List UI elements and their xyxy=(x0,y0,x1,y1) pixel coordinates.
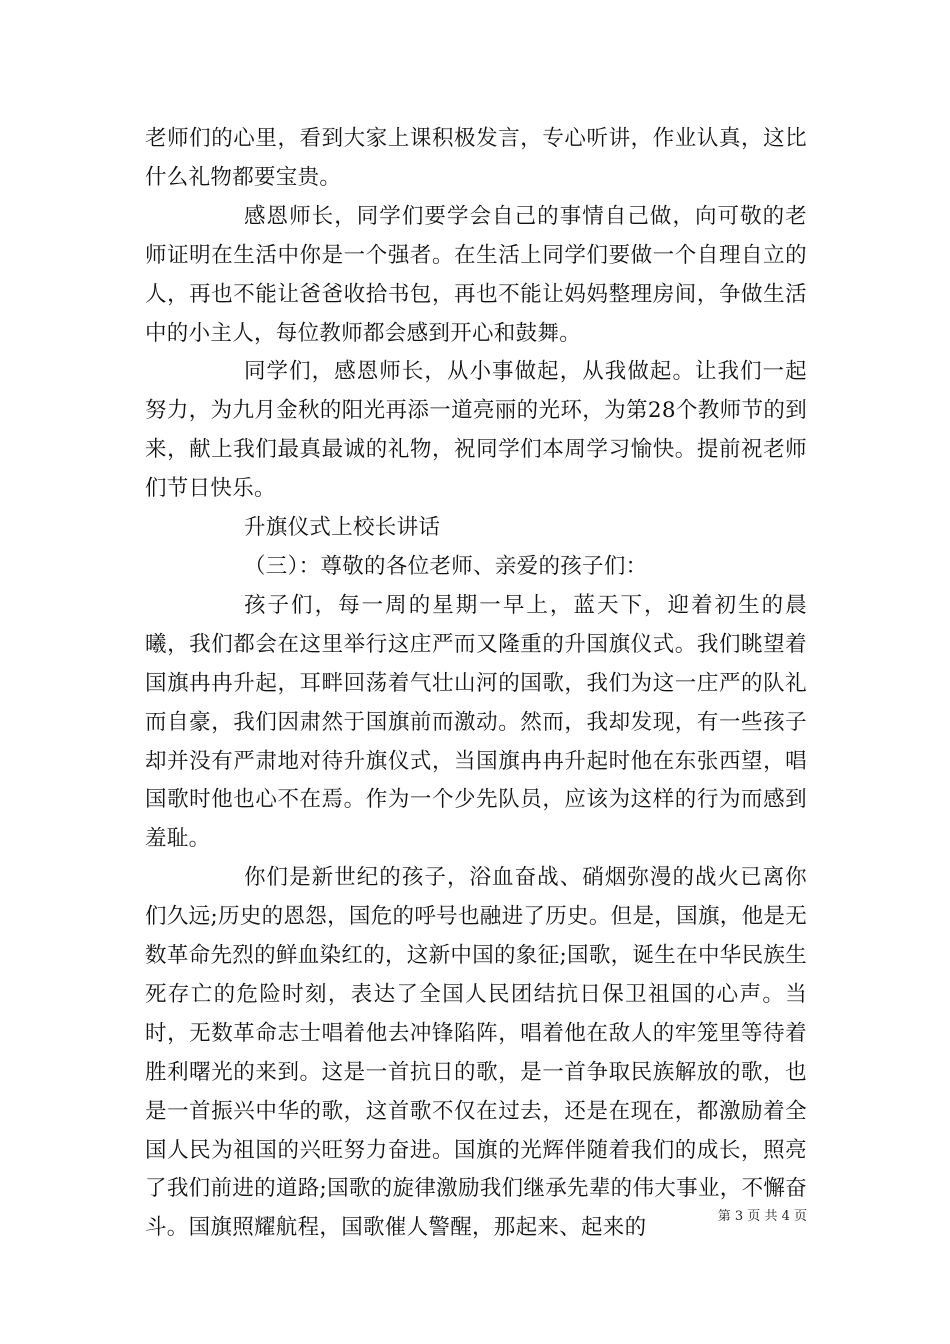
paragraph-1: 老师们的心里，看到大家上课积极发言，专心听讲，作业认真，这比什么礼物都要宝贵。 xyxy=(145,126,807,190)
document-body xyxy=(145,120,807,1248)
section-title: 升旗仪式上校长讲话 xyxy=(244,515,441,541)
paragraph-3: 同学们，感恩师长，从小事做起，从我做起。让我们一起努力，为九月金秋的阳光再添一道亮丽的光环，为第28个教师节的到来，献上我们最真最诚的礼物，祝同学们本周学习愉快。提前祝老师们节日快乐。 xyxy=(145,359,807,502)
paragraph-7: 你们是新世纪的孩子，浴血奋战、硝烟弥漫的战火已离你们久远;历史的恩怨，国危的呼号也融进了历史。但是，国旗，他是无数革命先烈的鲜血染红的，这新中国的象征;国歌，诞生在中华民族生死存亡的危险时刻，表达了全国人民团结抗日保卫祖国的心声。当时，无数革命志士唱着他去冲锋陷阵，唱着他在敌人的牢笼里等待着胜利曙光的来到。这是一首抗日的歌，是一首争取民族解放的歌，也是一首振兴中华的歌，这首歌不仅在过去，还是在现在，都激励着全国人民为祖国的兴旺努力奋进。国旗的光辉伴随着我们的成长，照亮了我们前进的道路;国歌的旋律激励我们继承先辈的伟大事业，不懈奋斗。国旗照耀航程，国歌催人警醒，那起来、起来的 xyxy=(145,865,807,1241)
page-number: 第 3 页 共 4 页 xyxy=(717,1209,807,1224)
paragraph-6: 孩子们，每一周的星期一早上，蓝天下，迎着初生的晨曦，我们都会在这里举行这庄严而又隆重的升国旗仪式。我们眺望着国旗冉冉升起，耳畔回荡着气壮山河的国歌，我们为这一庄严的队礼而自豪，我们因肃然于国旗前而激动。然而，我却发现，有一些孩子却并没有严肃地对待升旗仪式，当国旗冉冉升起时他在东张西望，唱国歌时他也心不在焉。作为一个少先队员，应该为这样的行为而感到羞耻。 xyxy=(145,592,807,852)
paragraph-2: 感恩师长，同学们要学会自己的事情自己做，向可敬的老师证明在生活中你是一个强者。在生活上同学们要做一个自理自立的人，再也不能让爸爸收拾书包，再也不能让妈妈整理房间，争做生活中的小主人，每位教师都会感到开心和鼓舞。 xyxy=(145,203,807,346)
salutation: （三）：尊敬的各位老师、亲爱的孩子们： xyxy=(244,553,648,579)
